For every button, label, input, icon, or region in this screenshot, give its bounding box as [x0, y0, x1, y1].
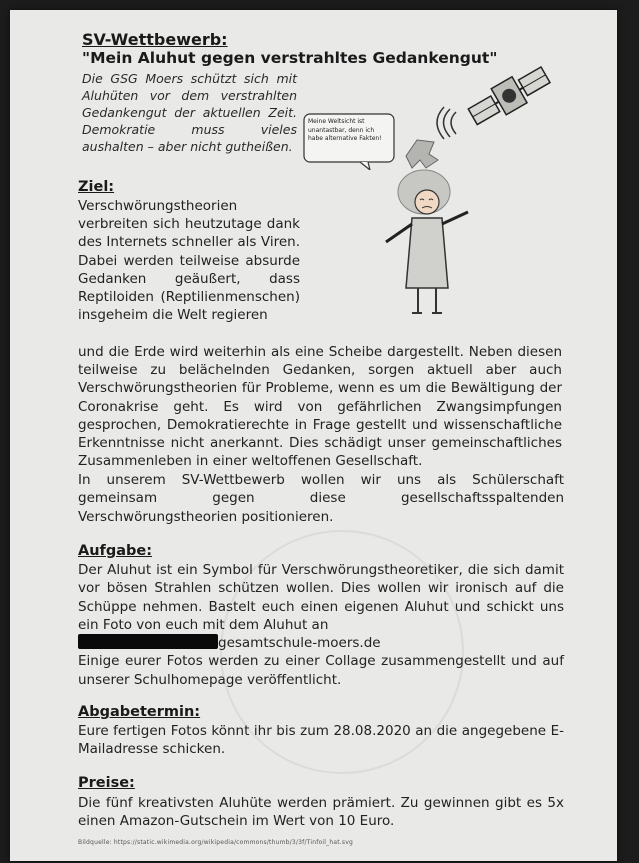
- abgabe-heading: Abgabetermin:: [78, 704, 201, 720]
- preise-heading: Preise:: [78, 775, 135, 791]
- aluhut-figure-icon: [372, 138, 482, 318]
- aufgabe-body: Der Aluhut ist ein Symbol für Verschwörungstheoretiker, die sich damit vor bösen Strahlen schützen wollen. Dies wollen wir ironisch auf die Schüppe nehmen. Bastelt euch einen eigenen Aluhut und schickt uns ein Foto von euch mit dem Aluhut an: [78, 562, 564, 633]
- ziel-text-narrow: Verschwörungstheorien verbreiten sich heutzutage dank des Internets schneller als Viren. Dabei werden teilweise absurde Gedanken geäußert, dass Reptiloiden (Reptilienmenschen) insgeheim die Welt regieren: [78, 198, 300, 324]
- preise-text: Die fünf kreativsten Aluhüte werden prämiert. Zu gewinnen gibt es 5x einen Amazon-Gutschein im Wert von 10 Euro.: [78, 795, 564, 830]
- email-domain: gesamtschule-moers.de: [218, 635, 381, 652]
- speech-bubble-text: Meine Weltsicht ist unantastbar, denn ich habe alternative Fakten!: [308, 118, 382, 142]
- aufgabe-heading: Aufgabe:: [78, 543, 153, 559]
- document-title: SV-Wettbewerb:: [82, 30, 228, 49]
- document-page: [10, 10, 617, 861]
- ziel-heading: Ziel:: [78, 179, 115, 195]
- satellite-icon: [466, 62, 556, 132]
- document-subtitle: "Mein Aluhut gegen verstrahltes Gedankengut": [82, 49, 498, 67]
- ziel-text-last: In unserem SV-Wettbewerb wollen wir uns als Schülerschaft gemeinsam gegen diese gesellschaftsspaltenden Verschwörungstheorien positionieren.: [78, 472, 564, 525]
- aufgabe-text: [78, 561, 564, 689]
- aufgabe-after: Einige eurer Fotos werden zu einer Collage zusammengestellt und auf unserer Schulhomepage veröffentlicht.: [78, 653, 564, 688]
- signal-waves-icon: [434, 106, 464, 140]
- abgabe-text: Eure fertigen Fotos könnt ihr bis zum 28.08.2020 an die angegebene E-Mailadresse schicken.: [78, 723, 564, 758]
- ziel-text-wide: und die Erde wird weiterhin als eine Scheibe dargestellt. Neben diesen teilweise zu belächelnden Gedanken, sorgen aktuell aber auch Verschwörungstheorien für Probleme, wenn es um die Bewältigung der Coronakrise geht. Es wird von gefährlichen Zwangsimpfungen gesprochen, Demokratierechte in Frage gestellt und wissenschaftliche Erkenntnisse nicht anerkannt. Dies schädigt unser gemeinschaftliches Zusammenleben in einer weltoffenen Gesellschaft.: [78, 344, 562, 470]
- image-source-footnote: Bildquelle: https://static.wikimedia.org/wikipedia/commons/thumb/3/3f/Tinfoil_hat.svg: [78, 839, 353, 846]
- intro-text: Die GSG Moers schützt sich mit Aluhüten vor dem verstrahlten Gedankengut der aktuellen Zeit. Demokratie muss vieles aushalten – aber nicht gutheißen.: [82, 71, 297, 154]
- redacted-email-local-part: [78, 634, 218, 649]
